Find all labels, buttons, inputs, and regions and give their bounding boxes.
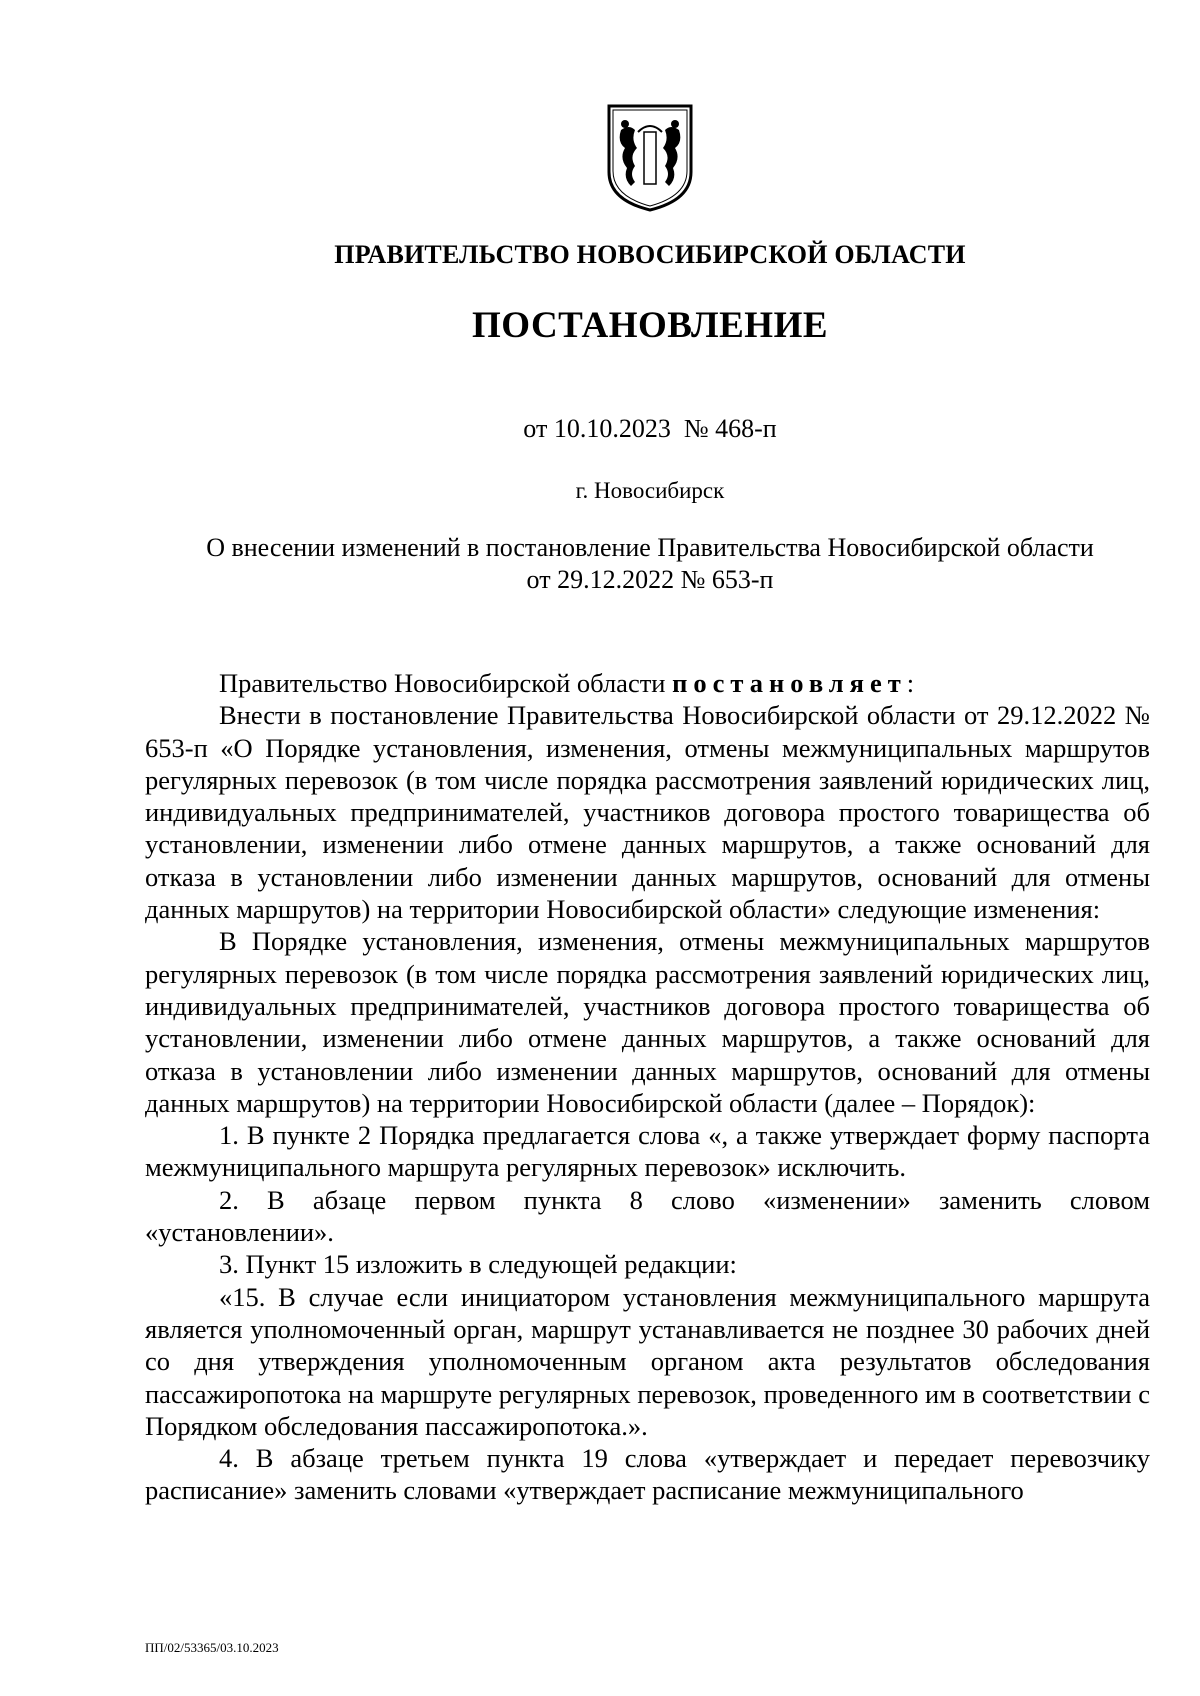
city: г. Новосибирск [575,478,725,503]
organization-title: ПРАВИТЕЛЬСТВО НОВОСИБИРСКОЙ ОБЛАСТИ [334,240,966,269]
decree-intro-paragraph [145,667,1150,699]
paragraph-4: 2. В абзаце первом пункта 8 слово «изменении» заменить словом «установлении». [145,1184,1150,1248]
decree-word: постановляет [672,668,907,698]
document-type: ПОСТАНОВЛЕНИЕ [471,305,829,346]
coat-of-arms-icon [605,102,695,214]
document-date-number: от 10.10.2023 № 468-п [523,414,777,443]
paragraph-7: 4. В абзаце третьем пункта 19 слова «утверждает и передает перевозчику расписание» заменить словами «утверждает расписание межмуниципального [145,1443,1150,1506]
paragraph-5: 3. Пункт 15 изложить в следующей редакции: [219,1249,737,1280]
decree-colon: : [906,668,915,698]
paragraph-3: 1. В пункте 2 Порядка предлагается слова «, а также утверждает форму паспорта межмуниципального маршрута регулярных перевозок» исключить. [145,1120,1150,1183]
paragraph-2: В Порядке установления, изменения, отмены межмуниципальных маршрутов регулярных перевозок (в том числе порядка рассмотрения заявлений юридических лиц, индивидуальных предпринимателей, участников договора простого товарищества об установлении, изменении либо отмене данных маршрутов, а также оснований для отказа в установлении либо изменении данных маршрутов, оснований для отмены данных маршрутов) на территории Новосибирской области (далее – Порядок): [145,926,1150,1118]
paragraph-6: «15. В случае если инициатором установления межмуниципального маршрута является уполномоченный орган, маршрут устанавливается не позднее 30 рабочих дней со дня утверждения уполномоченным органом акта результатов обследования пассажиропотока на маршруте регулярных перевозок, проведенного им в соответствии с Порядком обследования пассажиропотока.». [145,1281,1150,1441]
document-body [145,667,1150,1507]
subject-line-2: от 29.12.2022 № 653-п [526,565,774,594]
paragraph-1: Внести в постановление Правительства Новосибирской области от 29.12.2022 № 653-п «О Порядке установления, изменения, отмены межмуниципальных маршрутов регулярных перевозок (в том числе порядка рассмотрения заявлений юридических лиц, индивидуальных предпринимателей, участников договора простого товарищества об установлении, изменении либо отмене данных маршрутов, а также оснований для отказа в установлении либо изменении данных маршрутов, оснований для отмены данных маршрутов) на территории Новосибирской области» следующие изменения: [145,700,1150,925]
subject-line-1: О внесении изменений в постановление Правительства Новосибирской области [206,533,1094,562]
document-subject [140,532,1160,596]
footer-code: ПП/02/53365/03.10.2023 [145,1640,279,1655]
decree-intro: Правительство Новосибирской области [219,668,673,698]
